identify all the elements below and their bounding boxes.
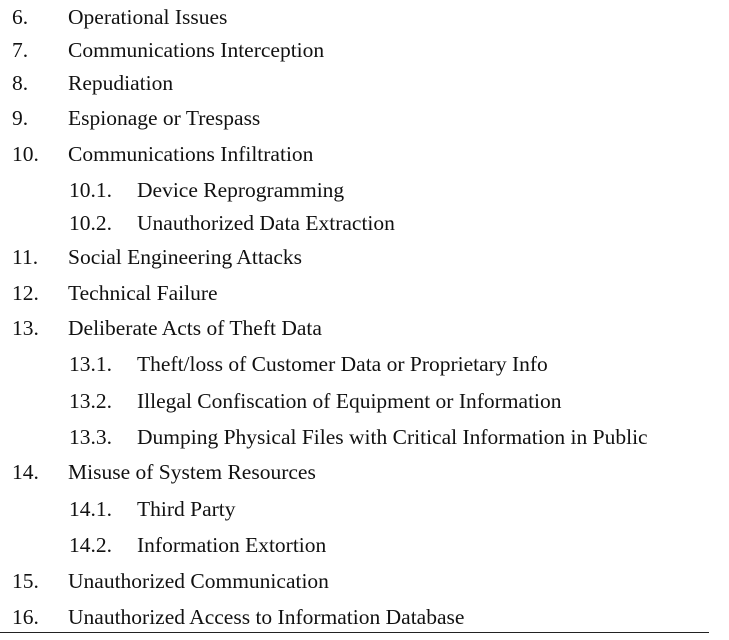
item-text: Social Engineering Attacks <box>68 245 303 269</box>
item-text: Operational Issues <box>68 5 228 29</box>
item-text: Communications Interception <box>68 38 325 62</box>
item-number: 12. <box>12 281 39 305</box>
item-number: 11. <box>12 245 39 269</box>
item-number: 7. <box>12 38 29 62</box>
item-text: Repudiation <box>68 71 174 95</box>
item-text: Device Reprogramming <box>137 178 345 202</box>
item-number: 14.1. <box>69 497 112 521</box>
item-number: 15. <box>12 569 39 593</box>
item-number: 13.3. <box>69 425 112 449</box>
item-number: 13. <box>12 316 39 340</box>
item-text: Illegal Confiscation of Equipment or Information <box>137 389 562 413</box>
item-text: Deliberate Acts of Theft Data <box>68 316 322 340</box>
item-text: Information Extortion <box>137 533 327 557</box>
item-number: 14. <box>12 460 39 484</box>
item-text: Technical Failure <box>68 281 218 305</box>
item-number: 13.1. <box>69 352 112 376</box>
table-bottom-rule <box>0 632 709 633</box>
item-text: Unauthorized Access to Information Database <box>68 605 465 629</box>
item-number: 8. <box>12 71 29 95</box>
item-number: 6. <box>12 5 29 29</box>
item-number: 9. <box>12 106 29 130</box>
item-number: 13.2. <box>69 389 112 413</box>
item-number: 16. <box>12 605 39 629</box>
item-text: Unauthorized Communication <box>68 569 329 593</box>
item-text: Theft/loss of Customer Data or Proprietary Info <box>137 352 548 376</box>
item-number: 10.2. <box>69 211 112 235</box>
item-text: Unauthorized Data Extraction <box>137 211 395 235</box>
item-number: 10.1. <box>69 178 112 202</box>
item-number: 14.2. <box>69 533 112 557</box>
item-text: Espionage or Trespass <box>68 106 261 130</box>
item-text: Dumping Physical Files with Critical Information in Public <box>137 425 648 449</box>
item-text: Misuse of System Resources <box>68 460 316 484</box>
item-number: 10. <box>12 142 39 166</box>
item-text: Communications Infiltration <box>68 142 314 166</box>
item-text: Third Party <box>137 497 236 521</box>
